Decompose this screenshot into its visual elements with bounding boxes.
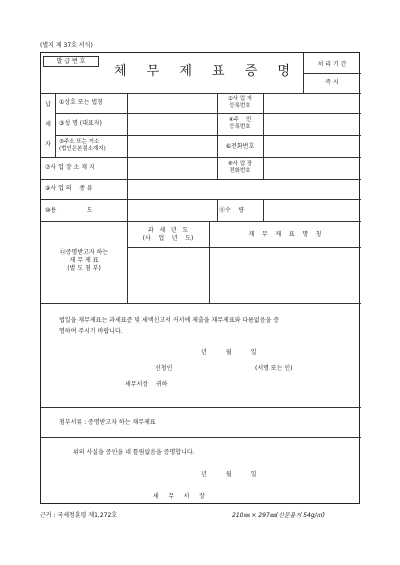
attachment-note: 첨부서류 : 증명받고자 하는 재무제표 xyxy=(59,419,156,426)
request-text: 법일을 재무제표는 과세표준 및 세액신고서 커서에 제출을 재무제표와 다름없음을 증 명하여 주시기 바랍니다. xyxy=(59,317,280,335)
address-label: ⑤주소 또는 거소 (법인은본점소재지) xyxy=(59,139,106,152)
certificate-form xyxy=(40,52,360,504)
tax-year-column-header: 과 세 년 도 (사 업 년 도) xyxy=(142,227,194,242)
taxpayer-side-label-2: 세 xyxy=(45,121,51,128)
issue-no-label: 발 급 번 호 xyxy=(43,56,99,67)
paper-spec: 210㎜ × 297㎜(신문용지 54g/㎡) xyxy=(232,512,325,519)
business-registration-label: ②사 업 자 등록번호 xyxy=(227,96,253,109)
business-type-label: ⑨사 업 의 종 류 xyxy=(45,185,93,192)
addressee: 세무서장 귀하 xyxy=(125,381,168,388)
processing-period-label: 처 리 기 간 xyxy=(317,61,347,68)
statement-label: ⑫증명받고자 하는 재 무 제 표 (별 도 첨 부) xyxy=(59,249,109,272)
name-label: ③성 명 (대표자) xyxy=(59,120,102,127)
workplace-label: ⑦사 업 장 소 재 지 xyxy=(45,164,95,171)
request-date: 년 월 일 xyxy=(201,349,257,356)
processing-period-value: 즉 시 xyxy=(325,79,339,86)
taxpayer-side-label-3: 자 xyxy=(45,141,51,148)
form-reference: (별지 제 37호 서식) xyxy=(40,42,93,49)
legal-basis: 근거 : 국세청훈령 제1,272호 xyxy=(40,512,118,519)
taxpayer-side-label-1: 납 xyxy=(45,101,51,108)
document-title: 체 무 제 표 증 명 xyxy=(113,64,298,79)
resident-number-label: ④주 민 등록번호 xyxy=(228,117,252,130)
certification-date: 년 월 일 xyxy=(201,471,257,478)
trade-name-label: ①상호 또는 법칭 xyxy=(59,99,103,106)
quantity-label: ⑪수 량 xyxy=(219,207,245,214)
applicant-label: 신청인 xyxy=(155,365,173,372)
certification-text: 위의 사실을 증인을 네 틀림없음을 증명합니다. xyxy=(73,449,195,456)
statement-name-column-header: 재 무 제 표 명 칭 xyxy=(248,231,322,238)
business-phone-label: ⑧사 업 장 전화번호 xyxy=(227,161,253,174)
signature-label: (서명 또는 인) xyxy=(255,365,293,372)
phone-label: ⑥전화번호 xyxy=(225,143,255,150)
purpose-label: ⑩용 도 xyxy=(45,207,93,214)
tax-office-head: 세 무 서 장 xyxy=(153,493,205,500)
